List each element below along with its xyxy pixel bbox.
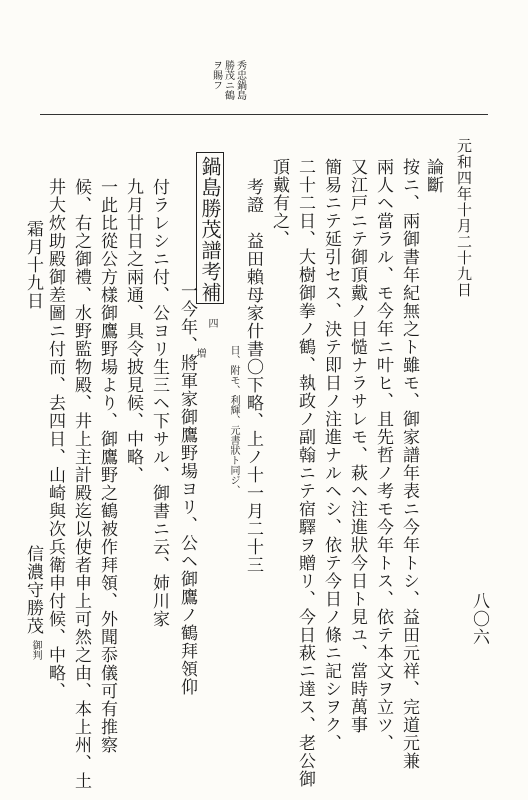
text-line-kosho: 考證 益田賴母家什書〇下略、上ノ十一月二十三 [243,178,263,574]
date-heading: 元和四年十月二十九日 [455,138,473,298]
text-line-11: 候、右之御禮、水野監物殿、井上主計殿迄以使者申上可然之由、本上州、土 [71,178,91,790]
text-line-4: 簡易ニテ延引セス、決テ即日ノ注進ナルヘシ、依テ今日ノ條ニ記シヲク、 [321,158,341,752]
kanji-marker: 増 [194,348,205,358]
signature-suffix: 御判 [30,640,41,660]
text-line-3: 又江戸ニテ御頂戴ノ日慥ナラサレモ、萩ヘ注進狀今日ト見ユ、當時萬事 [347,158,367,734]
margin-note-1: 秀忠鍋島 [234,60,246,100]
heading-rondan: 論斷 [423,158,443,194]
header-rule [40,114,488,115]
text-line-5: 二十二日、大樹御拳ノ鶴、執政ノ副翰ニテ宿驛ヲ贈リ、今日萩ニ達ス、老公御 [295,158,315,788]
text-line-6: 頂戴有之、 [269,158,289,248]
boxed-title-volume: 四 [206,318,217,328]
text-line-12: 井大炊助殿御差圖ニ付而、去四日、山崎與次兵衛申付候、中略、 [45,178,65,700]
margin-note-2: 勝茂ニ鶴 [222,60,234,100]
text-line-9: 九月廿日之兩通、具令披見候、中略、 [123,178,143,484]
text-line-1: 按ニ、兩御書年紀無之ト雖モ、御家譜年表ニ今年トシ、益田元祥、完道元兼 [399,158,419,770]
text-line-2: 兩人ヘ當ラル、モ今年ニ叶ヒ、且先哲ノ考モ今年トス、依テ本文ヲ立ツ、 [373,158,393,752]
margin-note-3: ヲ賜フ [210,60,222,90]
text-line-8: 付ラレシニ付、公ヨリ生三ヘ下サル、御書ニ云、姉川家 [149,178,169,628]
date-note: 日、附モ、利輝、元書狀ト同ジ、 [228,345,239,495]
boxed-title: 鍋島勝茂譜考補 [198,156,222,303]
signature-name: 信濃守勝茂 [23,545,43,635]
page-number: 八〇六 [469,592,489,646]
text-line-10: 一此比從公方樣御鷹野場より、御鷹野之鶴被作拜領、外聞忝儀可有推察 [97,178,117,754]
closing-date: 霜月十九日 [23,220,43,310]
text-line-7: 一今年、將軍家御鷹野場ヨリ、公ヘ御鷹ノ鶴拜領仰 [177,282,197,696]
